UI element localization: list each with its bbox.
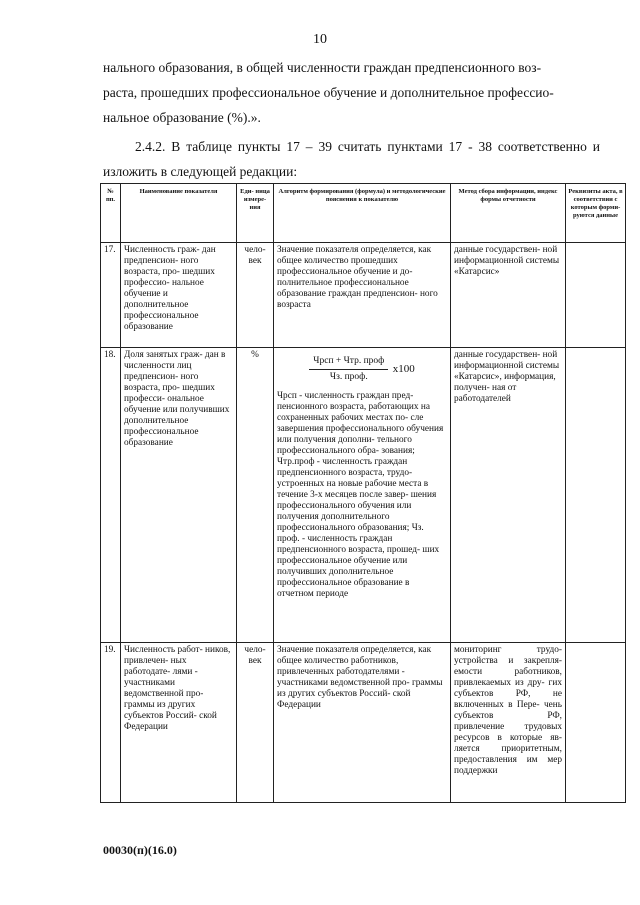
row-algorithm: Значение показателя определяется, как общее количество прошедших профессиональное обучение и до- полнительное профессиональное образование граждан предпенсион- ного возраста [274,243,451,348]
row-name: Численность граж- дан предпенсион- ного возраста, про- шедших профессио- нальное обучение и дополнительное профессиональное образование [121,243,237,348]
row-name: Доля занятых граж- дан в численности лиц предпенсион- ного возраста, про- шедших професси- ональное обучение или получивших дополнительное профессиональное образование [121,348,237,643]
page-number: 10 [313,32,327,47]
row-algorithm: Значение показателя определяется, как общее количество работников, привлеченных работодателями - участниками ведомственной про- граммы из других субъектов Россий- ской Федерации [274,643,451,803]
row-name: Численность работ- ников, привлечен- ных работодате- лями - участниками ведомственной про- граммы из других субъектов Россий- ской Федерации [121,643,237,803]
paragraph-2-4-2: 2.4.2. В таблице пункты 17 – 39 считать пунктами 17 - 38 соответственно и изложить в следующей редакции: [103,139,600,179]
row-method: данные государствен- ной информационной системы «Катарсис», информация, получен- ная от работодателей [451,348,566,643]
footer-form-code: 00030(п)(16.0) [103,843,177,857]
header-unit: Еди- ница измере- ния [237,184,274,243]
formula-numerator: Чрсп + Чтр. проф [309,356,388,370]
row-algorithm: Чрсп - численность граждан пред- пенсионного возраста, работающих на сохраненных рабочих местах по- сле завершения профессионального обучения или получения дополни- тельного профессионального обра- зования; Чтр.проф - численность граждан предпенсионного возраста, трудо- устроенных на новые рабочие места в течение 3-х месяцев после завер- шения профессионального обучения или получения дополнительного профессионального образования; Чз. проф. - численность граждан предпенсионного возраста, прошед- ших профессиональное обучение или получивших дополнительное профессиональное образование в отчетном периоде [277,391,444,599]
table-row [101,348,626,643]
intro-text [103,55,600,184]
row-unit: % [237,348,274,643]
table-row [101,243,626,348]
header-requisites: Реквизиты акта, в соответствии с которым форми- руются данные [566,184,626,243]
row-unit: чело- век [237,243,274,348]
row-requisites [566,348,626,643]
formula-fraction [309,356,388,383]
formula-denominator: Чз. проф. [329,372,368,382]
row-method: данные государствен- ной информационной системы «Катарсис» [451,243,566,348]
intro-line: нальное образование (%).». [103,110,261,125]
row-requisites [566,243,626,348]
header-num: № пп. [101,184,121,243]
row-num: 17. [101,243,121,348]
row-requisites [566,643,626,803]
intro-line: раста, прошедших профессиональное обучение и дополнительное профессио- [103,85,554,100]
header-method: Метод сбора информации, индекс формы отчетности [451,184,566,243]
header-algorithm: Алгоритм формирования (формула) и методологические пояснения к показателю [274,184,451,243]
header-name: Наименование показателя [121,184,237,243]
row-unit: чело- век [237,643,274,803]
intro-line: нального образования, в общей численности граждан предпенсионного воз- [103,60,542,75]
formula [277,356,447,383]
table-header-row [101,184,626,243]
formula-multiplier: x100 [392,363,415,375]
row-num: 18. [101,348,121,643]
table-row [101,643,626,803]
row-method: мониторинг трудо- устройства и закрепля- емости работников, привлекаемых из дру- гих субъектов РФ, не включенных в Пере- чень субъектов РФ, привлечение трудовых ресурсов в которые яв- ляется приоритетным, предоставления им мер поддержки [451,643,566,803]
row-algorithm-cell [274,348,451,643]
row-num: 19. [101,643,121,803]
indicator-table [100,183,626,803]
